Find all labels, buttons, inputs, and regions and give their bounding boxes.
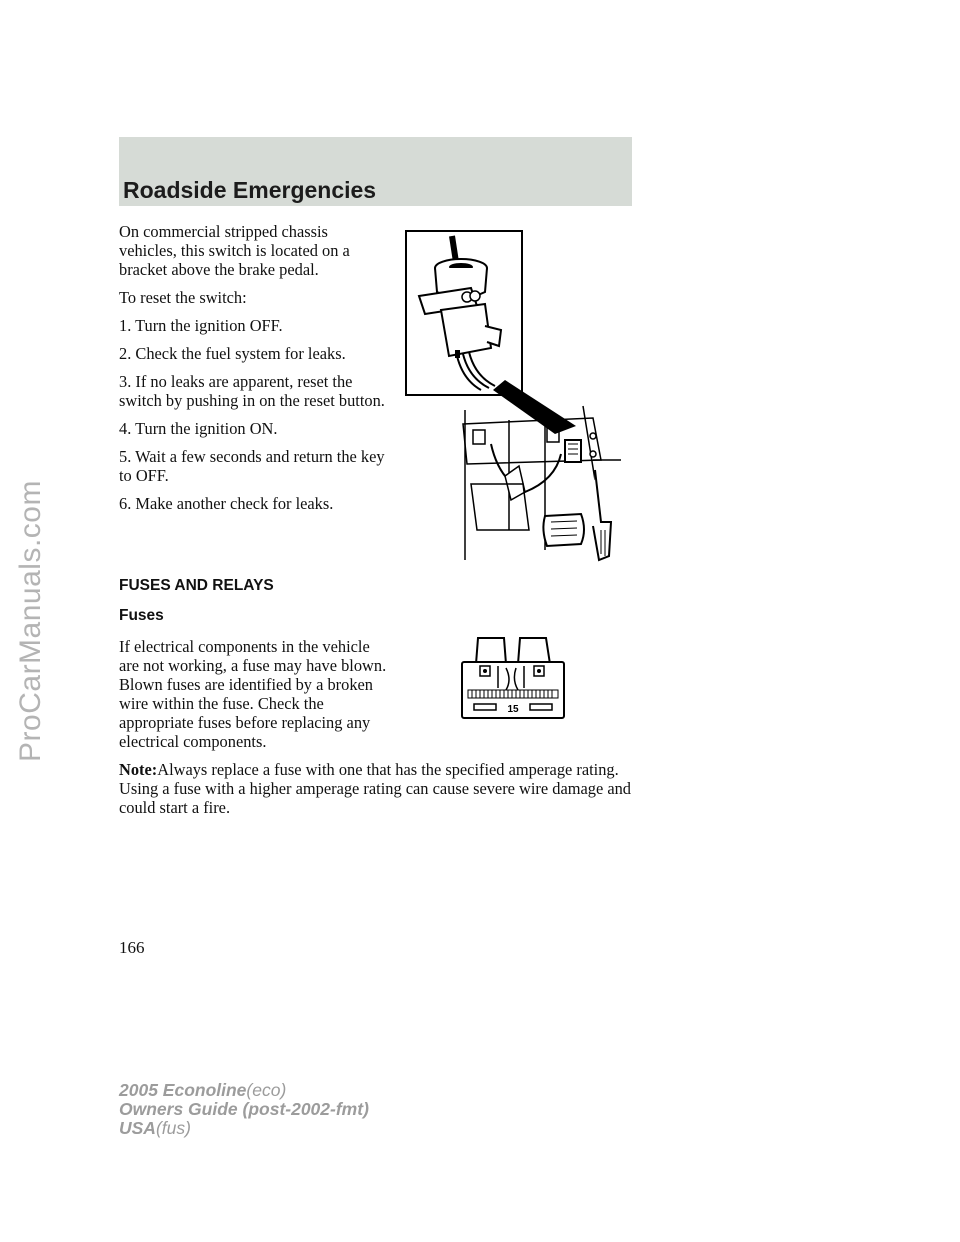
step-item: 5. Wait a few seconds and return the key to OFF. <box>119 447 385 485</box>
footer <box>119 1081 369 1138</box>
footer-line-model <box>119 1081 369 1100</box>
intro-column <box>119 222 389 522</box>
fuses-paragraph: If electrical components in the vehicle are not working, a fuse may have blown. Blown fuses are identified by a broken wire within the fuse. Check the appropriate fuses before replacing any electrical components. <box>119 637 387 751</box>
watermark <box>0 0 62 1242</box>
reset-intro: To reset the switch: <box>119 288 247 307</box>
footer-guide: Owners Guide (post-2002-fmt) <box>119 1099 369 1119</box>
note-paragraph <box>119 760 634 817</box>
step-item: 4. Turn the ignition ON. <box>119 419 278 438</box>
fuse-illustration <box>460 636 566 720</box>
step-item: 6. Make another check for leaks. <box>119 494 334 513</box>
intro-paragraph: On commercial stripped chassis vehicles, this switch is located on a bracket above the brake pedal. <box>119 222 350 279</box>
footer-region: USA <box>119 1118 156 1138</box>
inertia-switch-illustration <box>405 230 627 562</box>
step-item: 2. Check the fuel system for leaks. <box>119 344 346 363</box>
section-subheading: Fuses <box>119 607 164 624</box>
note-label: Note: <box>119 760 158 779</box>
footer-region-code: (fus) <box>155 1118 191 1138</box>
note-text: Always replace a fuse with one that has the specified amperage rating. Using a fuse with a higher amperage rating can cause severe wire damage and could start a fire. <box>119 760 631 817</box>
footer-line-guide <box>119 1100 369 1119</box>
page-title: Roadside Emergencies <box>123 177 377 203</box>
footer-model-code: (eco) <box>246 1080 287 1100</box>
section-header <box>119 137 632 206</box>
watermark-text: ProCarManuals.com <box>14 480 47 762</box>
step-item: 1. Turn the ignition OFF. <box>119 316 283 335</box>
fuse-rating-label: 15 <box>507 704 519 715</box>
page-number: 166 <box>119 938 145 957</box>
footer-line-region <box>119 1119 369 1138</box>
step-item: 3. If no leaks are apparent, reset the switch by pushing in on the reset button. <box>119 372 385 410</box>
footer-model: 2005 Econoline <box>119 1080 247 1100</box>
section-heading: FUSES AND RELAYS <box>119 577 274 594</box>
